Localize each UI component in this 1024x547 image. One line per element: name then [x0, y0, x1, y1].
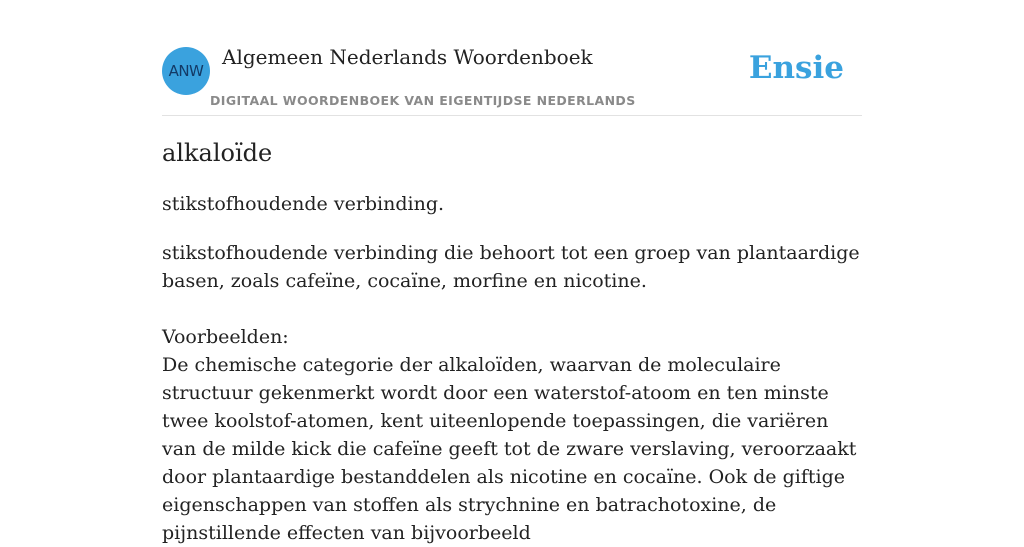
anw-logo[interactable]: ANW: [162, 47, 210, 95]
example-text: De chemische categorie der alkaloïden, waarvan de moleculaire structuur gekenmerkt wordt door een waterstof-atoom en ten minste twee koolstof-atomen, kent uiteenlopende toepassingen, die variëren van de milde kick die cafeïne geeft tot de zware verslaving, veroorzaakt door plantaardige bestanddelen als nicotine en cocaïne. Ook de giftige eigenschappen van stoffen als strychnine en batrachotoxine, de pijnstillende effecten van bijvoorbeeld: [162, 354, 857, 544]
dictionary-page: [162, 0, 862, 544]
site-subtitle: DIGITAAL WOORDENBOEK VAN EIGENTIJDSE NEDERLANDS: [210, 93, 636, 108]
short-definition: stikstofhoudende verbinding.: [162, 193, 445, 215]
site-header: [162, 0, 862, 116]
entry-headword: alkaloïde: [162, 139, 273, 167]
examples-label: Voorbeelden:: [162, 326, 289, 348]
ensie-brand-link[interactable]: Ensie: [748, 50, 844, 86]
site-title[interactable]: Algemeen Nederlands Woordenboek: [222, 45, 593, 69]
full-definition: stikstofhoudende verbinding die behoort tot een groep van plantaardige basen, zoals cafeïne, cocaïne, morfine en nicotine.: [162, 242, 860, 292]
